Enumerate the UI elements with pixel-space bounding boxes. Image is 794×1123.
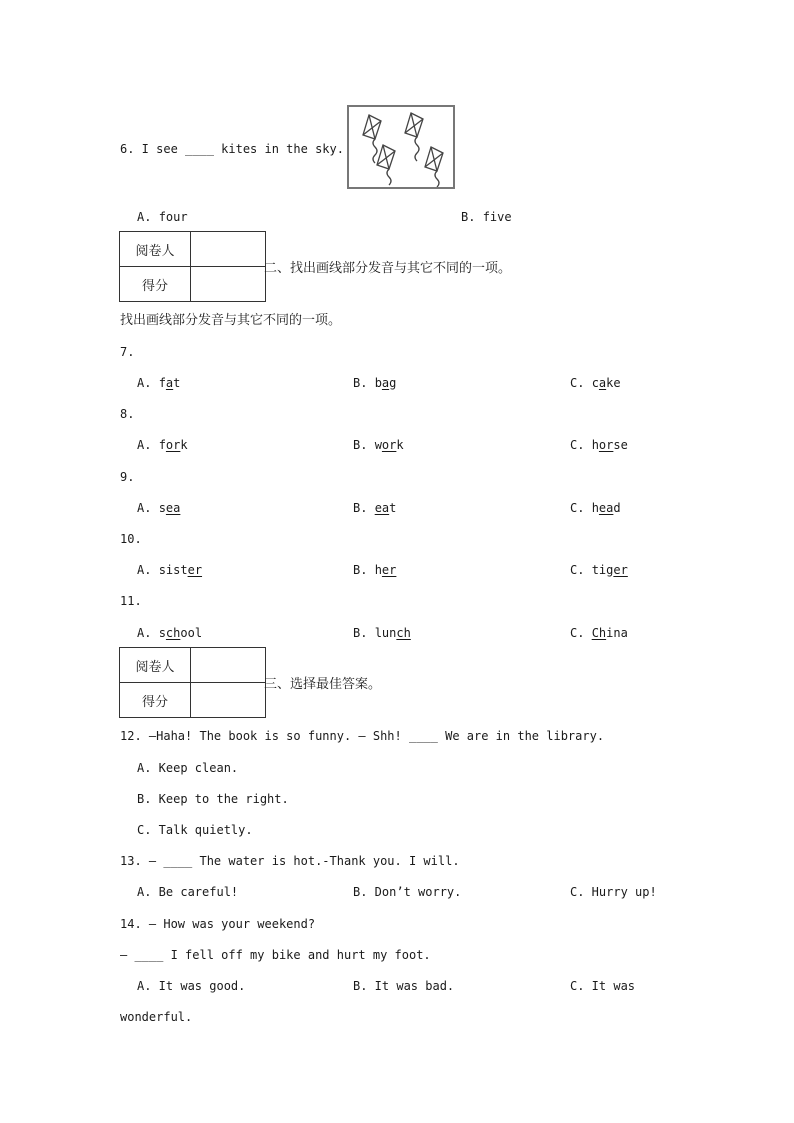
q11-option-c: C. China bbox=[570, 626, 628, 640]
score-cell bbox=[191, 267, 266, 302]
q7-number: 7. bbox=[120, 345, 135, 359]
grader-label: 阅卷人 bbox=[120, 232, 191, 267]
q8-option-b: B. work bbox=[353, 438, 404, 452]
q6-option-b: B. five bbox=[461, 210, 512, 224]
kites-picture bbox=[347, 105, 455, 189]
section2-instruction: 找出画线部分发音与其它不同的一项。 bbox=[120, 313, 342, 328]
q8-number: 8. bbox=[120, 407, 135, 421]
q14-option-c-cont: wonderful. bbox=[120, 1010, 193, 1024]
q9-option-c: C. head bbox=[570, 501, 621, 515]
q12-option-c: C. Talk quietly. bbox=[137, 823, 253, 837]
section3-heading: 三、选择最佳答案。 bbox=[264, 677, 382, 692]
q12-option-b: B. Keep to the right. bbox=[137, 792, 289, 806]
q11-option-b: B. lunch bbox=[353, 626, 411, 640]
q8-option-a: A. fork bbox=[137, 438, 188, 452]
q12-stem: 12. —Haha! The book is so funny. — Shh! ____ We are in the library. bbox=[120, 729, 605, 743]
score-table-2 bbox=[119, 647, 266, 718]
q14-stem: 14. — How was your weekend? bbox=[120, 917, 316, 931]
q14-option-a: A. It was good. bbox=[137, 979, 246, 993]
q6-stem-pre: 6. I see bbox=[120, 142, 186, 156]
q7-option-a: A. fat bbox=[137, 376, 181, 390]
q9-option-b: B. eat bbox=[353, 501, 397, 515]
q9-number: 9. bbox=[120, 470, 135, 484]
q13-option-a: A. Be careful! bbox=[137, 885, 239, 899]
q10-option-a: A. sister bbox=[137, 563, 203, 577]
q14-stem-2: — ____ I fell off my bike and hurt my foot. bbox=[120, 948, 431, 962]
q7-option-b: B. bag bbox=[353, 376, 397, 390]
q9-option-a: A. sea bbox=[137, 501, 181, 515]
grader-label: 阅卷人 bbox=[120, 648, 191, 683]
q14-option-b: B. It was bad. bbox=[353, 979, 455, 993]
q11-option-a: A. school bbox=[137, 626, 203, 640]
q13-stem: 13. — ____ The water is hot.-Thank you. I will. bbox=[120, 854, 460, 868]
q6-stem-post: kites in the sky. bbox=[213, 142, 344, 156]
q7-option-c: C. cake bbox=[570, 376, 621, 390]
q12-option-a: A. Keep clean. bbox=[137, 761, 239, 775]
q13-option-b: B. Don’t worry. bbox=[353, 885, 462, 899]
q6-stem bbox=[120, 142, 344, 156]
q10-number: 10. bbox=[120, 532, 142, 546]
q13-option-c: C. Hurry up! bbox=[570, 885, 657, 899]
q11-number: 11. bbox=[120, 594, 142, 608]
q6-option-a: A. four bbox=[137, 210, 188, 224]
q10-option-b: B. her bbox=[353, 563, 397, 577]
grader-cell bbox=[191, 648, 266, 683]
score-table-1 bbox=[119, 231, 266, 302]
grader-cell bbox=[191, 232, 266, 267]
kites-icon bbox=[349, 107, 453, 187]
q8-option-c: C. horse bbox=[570, 438, 628, 452]
score-cell bbox=[191, 683, 266, 718]
q6-blank: ____ bbox=[185, 142, 214, 156]
section2-heading: 二、找出画线部分发音与其它不同的一项。 bbox=[264, 261, 512, 276]
q14-option-c: C. It was bbox=[570, 979, 636, 993]
score-label: 得分 bbox=[120, 683, 191, 718]
q10-option-c: C. tiger bbox=[570, 563, 628, 577]
score-label: 得分 bbox=[120, 267, 191, 302]
